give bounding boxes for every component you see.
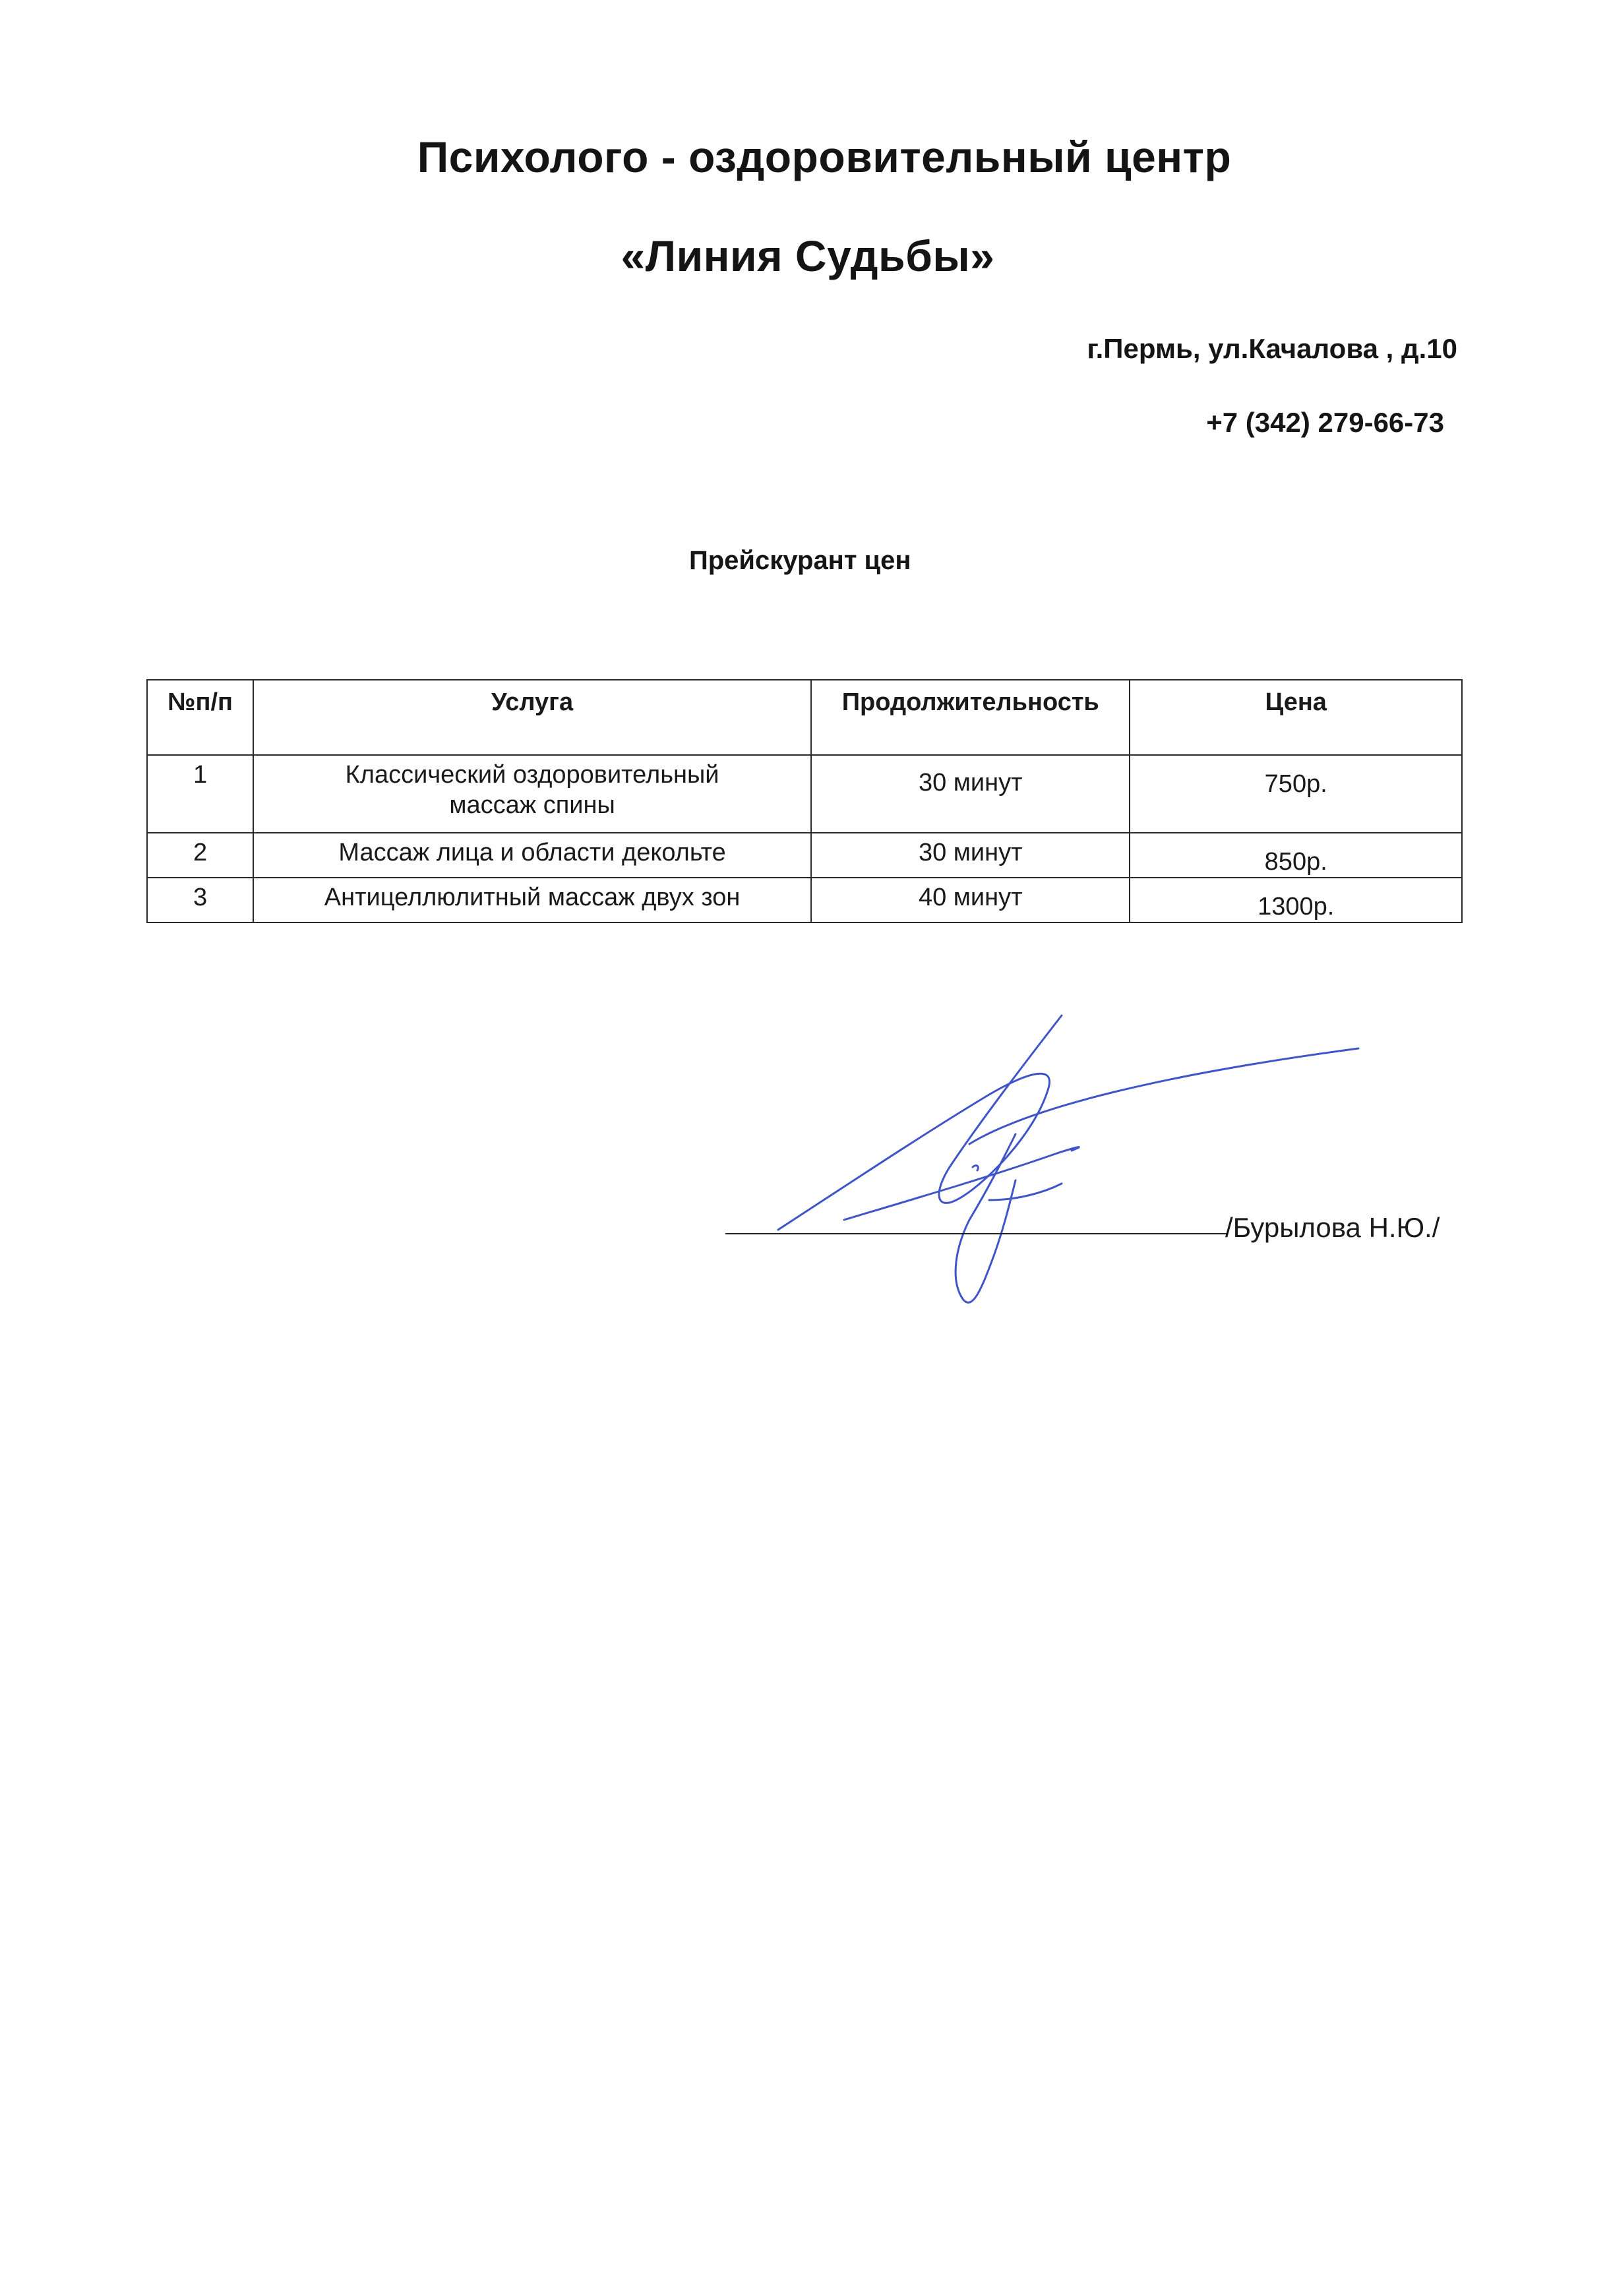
- service-name: Массаж лица и области декольте: [253, 833, 811, 878]
- service-name: [253, 755, 811, 833]
- handwritten-signature: [765, 1002, 1398, 1332]
- signature-line: [725, 1233, 1228, 1234]
- service-duration: 30 минут: [811, 833, 1130, 878]
- row-number: 2: [147, 833, 253, 878]
- column-header-service: Услуга: [253, 680, 811, 755]
- service-price: 750р.: [1130, 755, 1462, 833]
- column-header-price: Цена: [1130, 680, 1462, 755]
- signatory-name: /Бурылова Н.Ю./: [1225, 1212, 1440, 1243]
- service-price: 1300р.: [1130, 878, 1462, 922]
- service-duration: 30 минут: [811, 755, 1130, 833]
- service-name: Антицеллюлитный массаж двух зон: [253, 878, 811, 922]
- table-header-row: [147, 680, 1462, 755]
- table-row: [147, 833, 1462, 878]
- column-header-duration: Продолжительность: [811, 680, 1130, 755]
- phone-number: +7 (342) 279-66-73: [1206, 407, 1444, 438]
- table-row: [147, 755, 1462, 833]
- service-price: 850р.: [1130, 833, 1462, 878]
- center-title: Психолого - оздоровительный центр: [417, 133, 1232, 181]
- price-table: [146, 679, 1463, 923]
- row-number: 1: [147, 755, 253, 833]
- center-name: «Линия Судьбы»: [621, 231, 995, 280]
- service-duration: 40 минут: [811, 878, 1130, 922]
- table-row: [147, 878, 1462, 922]
- row-number: 3: [147, 878, 253, 922]
- address: г.Пермь, ул.Качалова , д.10: [1087, 333, 1457, 364]
- price-list-heading: Прейскурант цен: [689, 546, 911, 575]
- column-header-number: №п/п: [147, 680, 253, 755]
- service-name-line: массаж спины: [449, 791, 615, 819]
- service-name-line: Классический оздоровительный: [345, 761, 719, 789]
